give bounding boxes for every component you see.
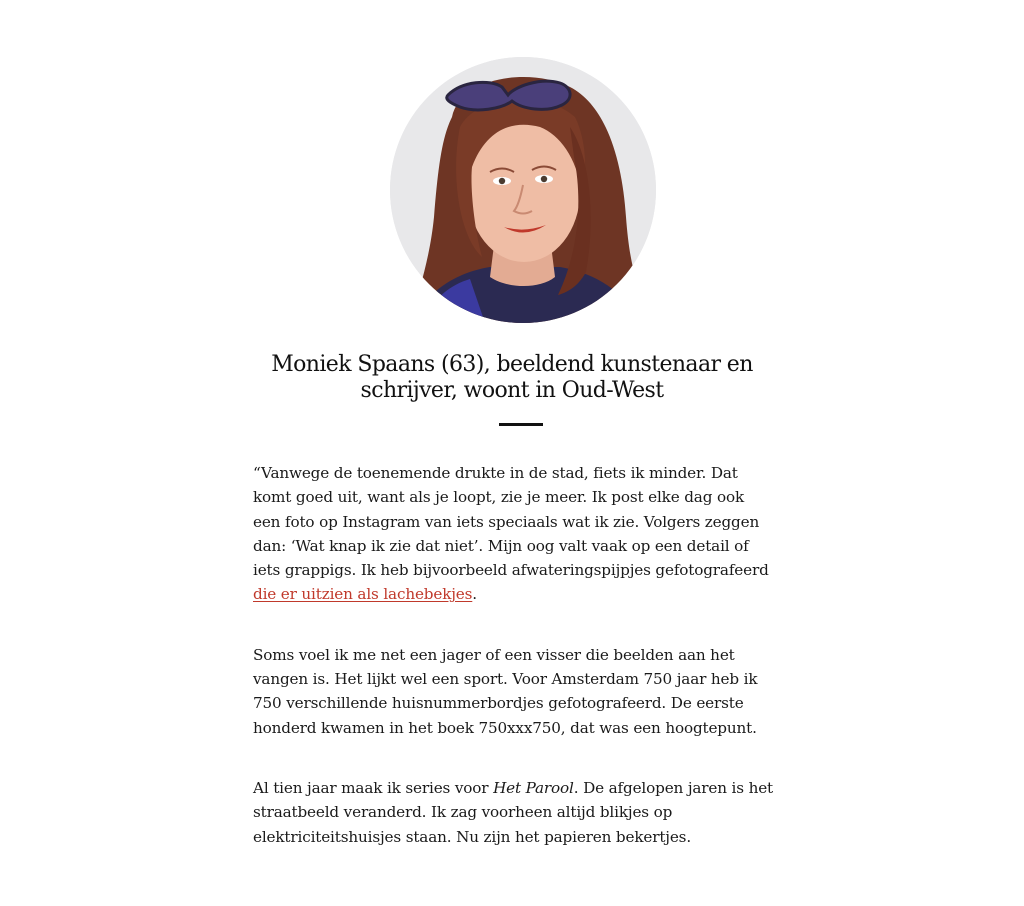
paragraph-2-line-1: Soms voel ik me net een jager of een visser die beelden aan het: [253, 645, 735, 664]
portrait-illustration: [390, 57, 656, 323]
paragraph-3-line-1: [253, 776, 793, 800]
paragraph-2: [253, 643, 793, 740]
paragraph-2-line-4: honderd kwamen in het boek 750xxx750, dat was een hoogtepunt.: [253, 718, 757, 737]
paragraph-1-line-3: een foto op Instagram van iets speciaals wat ik zie. Volgers zeggen: [253, 512, 760, 531]
paragraph-2-line-3: 750 verschillende huisnummerbordjes gefotografeerd. De eerste: [253, 694, 744, 713]
paragraph-3-line-1-end: . De afgelopen jaren is het: [573, 778, 774, 797]
paragraph-1-line-6: [253, 582, 793, 606]
heading-line-1: Moniek Spaans (63), beeldend kunstenaar en: [271, 352, 753, 377]
paragraph-3: [253, 776, 793, 849]
link-period: .: [472, 585, 477, 604]
paragraph-3-line-2: straatbeeld veranderd. Ik zag voorheen altijd blikjes op: [253, 803, 673, 822]
paragraph-1-line-4: dan: ‘Wat knap ik zie dat niet’. Mijn oog valt vaak op een detail of: [253, 536, 749, 555]
paragraph-1-line-5: iets grappigs. Ik heb bijvoorbeeld afwateringspijpjes gefotografeerd: [253, 561, 769, 580]
heading-divider: [499, 423, 543, 426]
profile-heading: [240, 352, 784, 404]
portrait-photo: [390, 57, 656, 323]
paragraph-2-line-2: vangen is. Het lijkt wel een sport. Voor Amsterdam 750 jaar heb ik: [253, 670, 758, 689]
heading-line-2: schrijver, woont in Oud-West: [360, 378, 664, 403]
paragraph-1-line-2: komt goed uit, want als je loopt, zie je meer. Ik post elke dag ook: [253, 488, 745, 507]
article-body: [253, 461, 793, 849]
paragraph-3-line-1-start: Al tien jaar maak ik series voor: [253, 778, 494, 797]
paragraph-3-line-3: elektriciteitshuisjes staan. Nu zijn het papieren bekertjes.: [253, 827, 692, 846]
lachebekjes-link[interactable]: die er uitzien als lachebekjes: [253, 585, 473, 604]
newspaper-name: Het Parool: [493, 778, 574, 797]
paragraph-1: [253, 461, 793, 607]
paragraph-1-line-1: “Vanwege de toenemende drukte in de stad, fiets ik minder. Dat: [253, 464, 738, 482]
